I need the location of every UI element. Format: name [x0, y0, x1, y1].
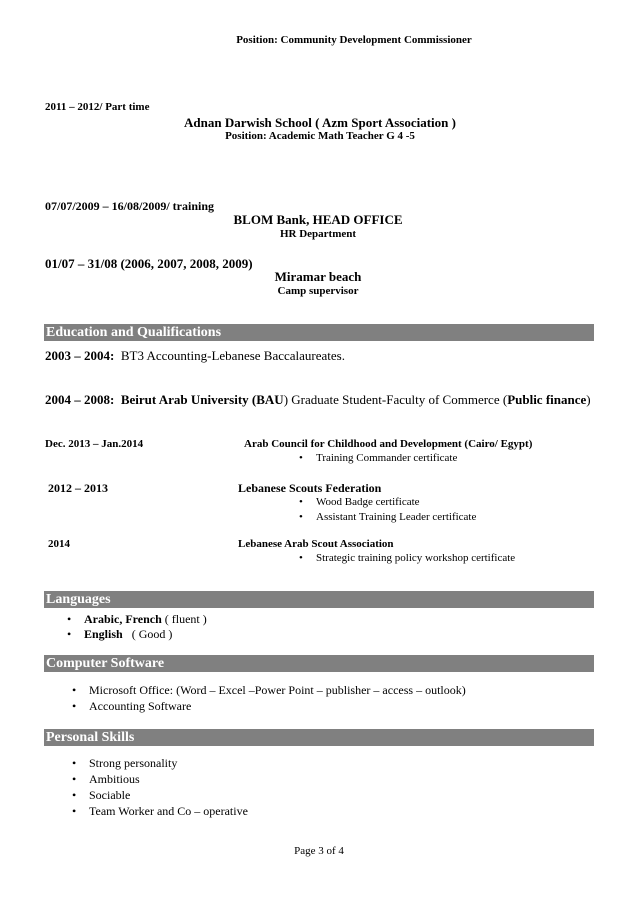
experience-org: Miramar beach — [274, 269, 362, 284]
list-item: • Strong personality — [89, 756, 177, 771]
language-name: English — [84, 627, 123, 641]
language-level: ( fluent ) — [161, 612, 207, 626]
experience-date: 07/07/2009 – 16/08/2009/ training — [45, 199, 215, 213]
list-item: • Team Worker and Co – operative — [89, 804, 248, 819]
list-item: • Wood Badge certificate — [316, 496, 420, 508]
section-header-computer-software: Computer Software — [44, 655, 594, 672]
education-text: Graduate Student-Faculty of Commerce ( — [288, 392, 508, 407]
experience-date: 01/07 – 31/08 (2006, 2007, 2008, 2009) — [45, 256, 253, 271]
list-item: • Sociable — [89, 788, 130, 803]
education-major: Public finance — [507, 392, 587, 407]
education-entry: 2004 – 2008: Beirut Arab University (BAU) Graduate Student-Faculty of Commerce (Public finance) — [45, 392, 591, 407]
list-item: • Training Commander certificate — [316, 452, 457, 464]
list-item: • Assistant Training Leader certificate — [316, 511, 476, 523]
position-heading: Position: Community Development Commissioner — [236, 34, 472, 46]
education-date: 2003 – 2004: — [45, 348, 115, 363]
page-number: Page 3 of 4 — [294, 845, 344, 857]
education-text: BT3 Accounting-Lebanese Baccalaureates. — [120, 348, 345, 363]
education-entry — [45, 348, 345, 364]
education-date: 2014 — [48, 538, 70, 550]
education-org: Arab Council for Childhood and Development (Cairo/ Egypt) — [244, 438, 533, 450]
language-name: Arabic, French — [84, 612, 162, 626]
education-date: 2004 – 2008: — [45, 392, 115, 407]
list-item: • Accounting Software — [89, 699, 191, 714]
education-date: Dec. 2013 – Jan.2014 — [45, 438, 144, 450]
education-org: Lebanese Arab Scout Association — [238, 538, 394, 550]
experience-org: Adnan Darwish School ( Azm Sport Association ) — [184, 115, 456, 130]
section-header-personal-skills: Personal Skills — [44, 729, 594, 746]
list-item: • Strategic training policy workshop certificate — [316, 552, 515, 564]
section-header-languages: Languages — [44, 591, 594, 608]
language-item — [84, 612, 207, 627]
education-org: Beirut Arab University (BAU — [120, 392, 284, 407]
education-org: Lebanese Scouts Federation — [238, 481, 382, 495]
experience-org: BLOM Bank, HEAD OFFICE — [233, 212, 403, 227]
list-item: • Ambitious — [89, 772, 140, 787]
experience-date: 2011 – 2012/ Part time — [45, 101, 150, 113]
language-item — [84, 627, 172, 642]
section-header-education: Education and Qualifications — [44, 324, 594, 341]
experience-role: Camp supervisor — [277, 285, 359, 297]
experience-role: HR Department — [279, 228, 357, 240]
language-level: ( Good ) — [122, 627, 173, 641]
education-date: 2012 – 2013 — [48, 481, 108, 495]
experience-role: Position: Academic Math Teacher G 4 -5 — [225, 130, 415, 142]
list-item: • Microsoft Office: (Word – Excel –Power Point – publisher – access – outlook) — [89, 683, 466, 698]
